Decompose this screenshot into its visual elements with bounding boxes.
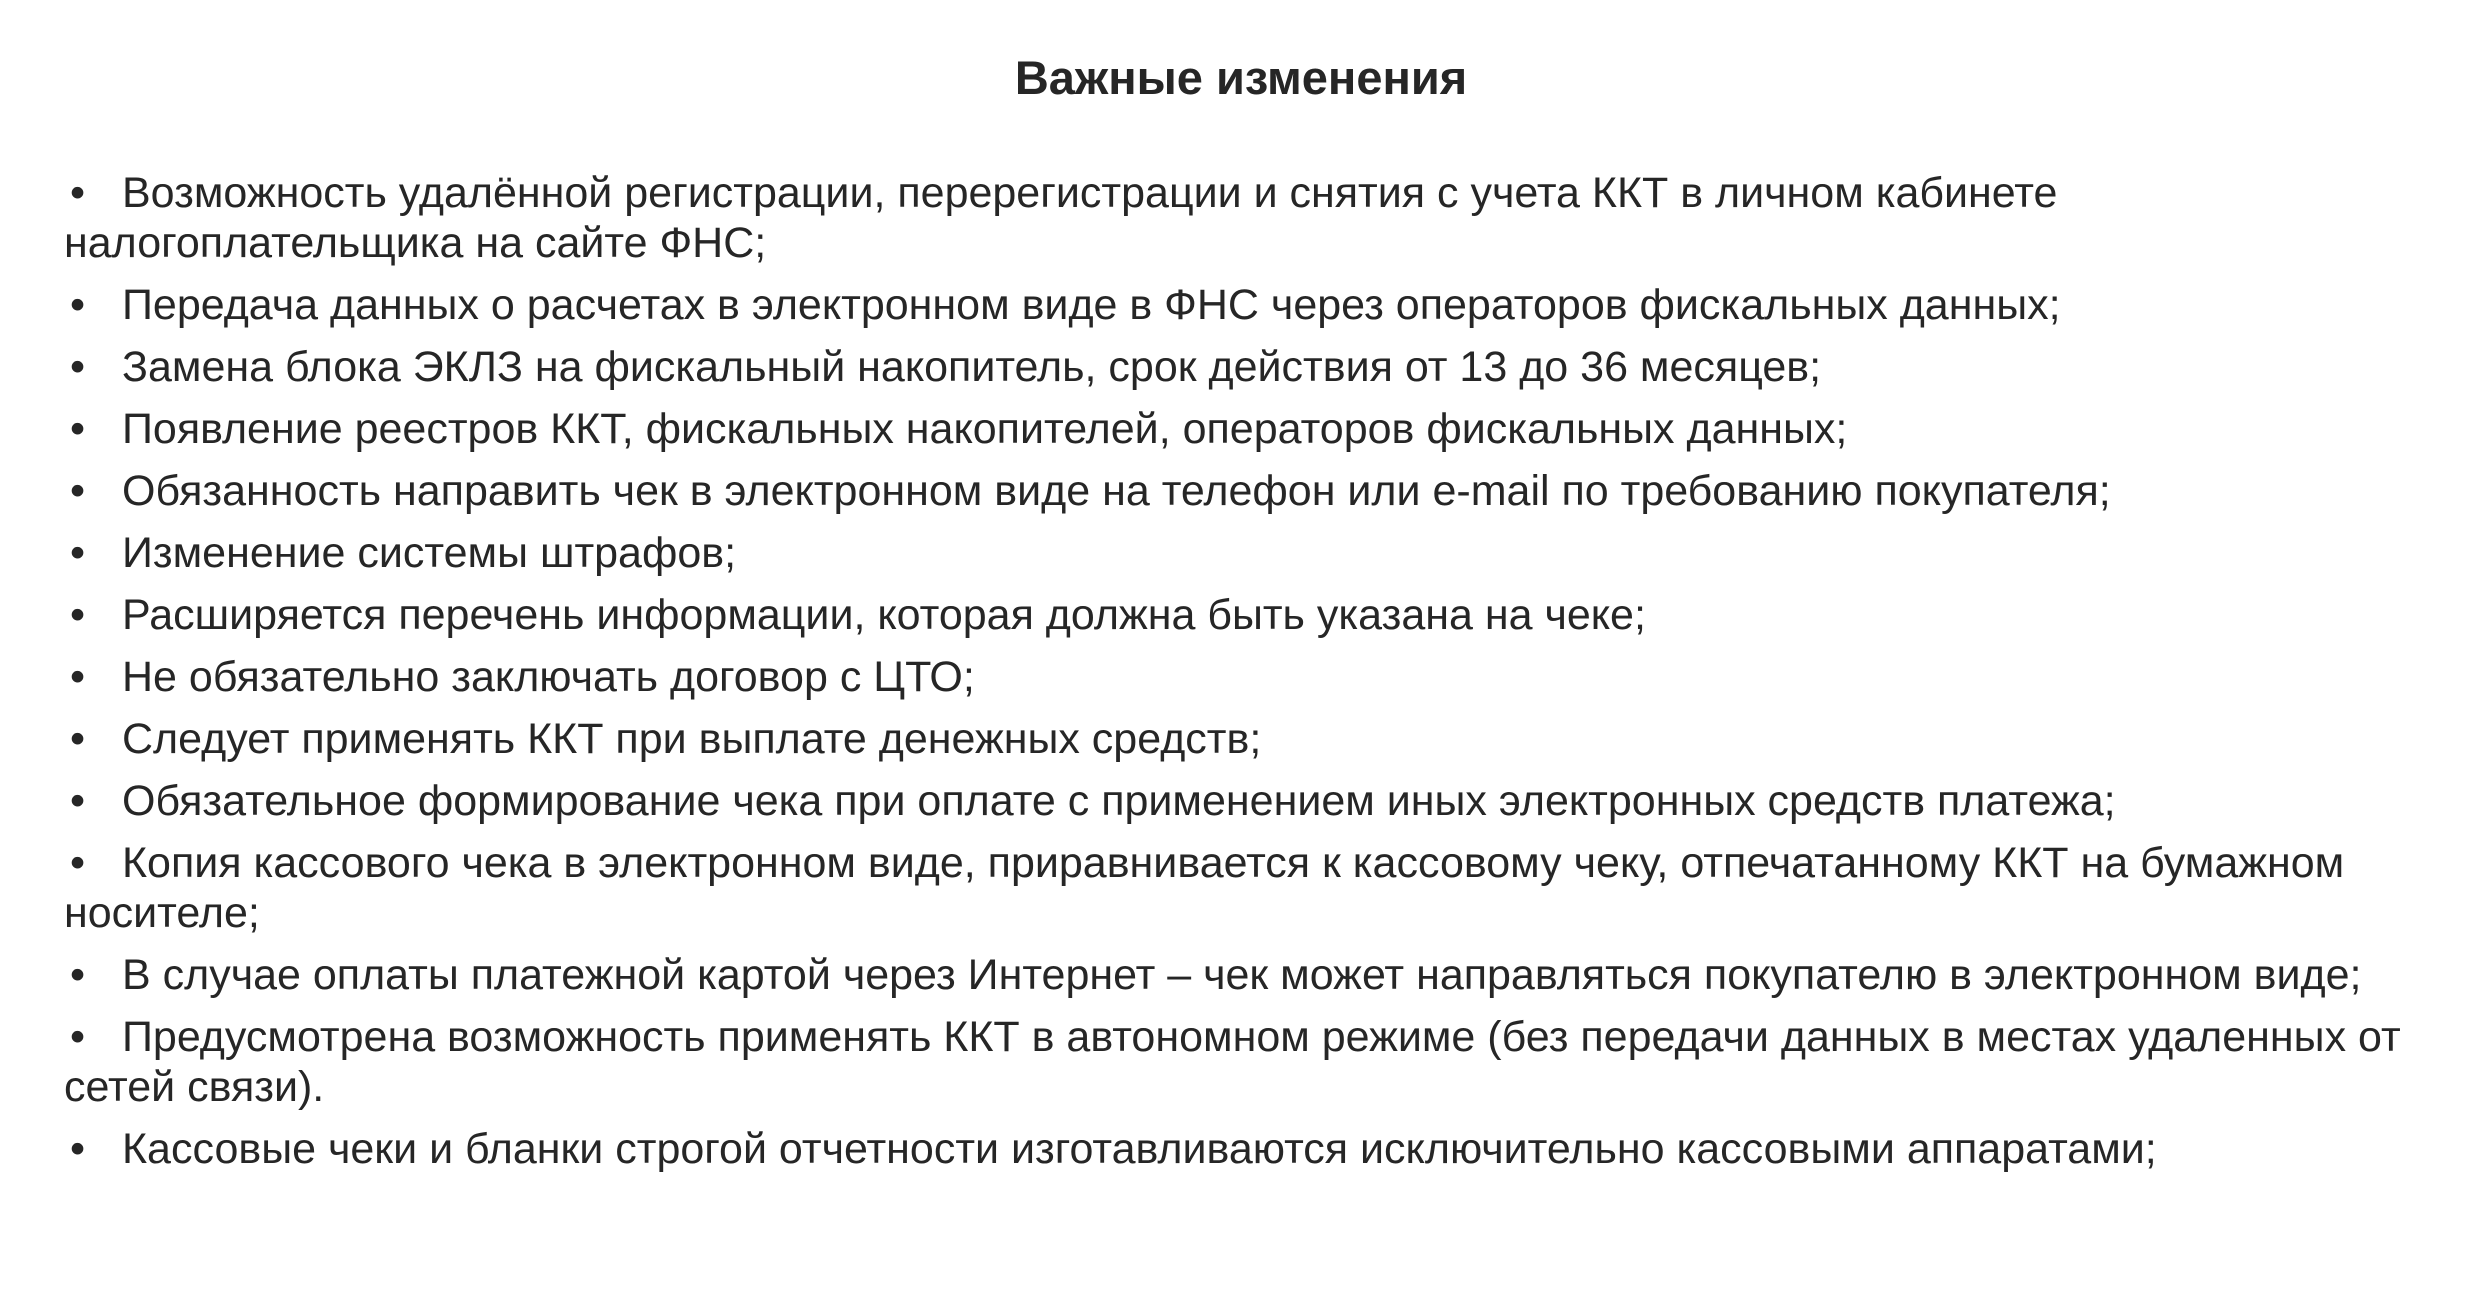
list-item-text: Кассовые чеки и бланки строгой отчетности изготавливаются исключительно кассовыми аппаратами; [122, 1125, 2157, 1173]
list-item-text: Не обязательно заключать договор с ЦТО; [122, 653, 975, 701]
list-item [64, 466, 2434, 516]
bullet-icon: • [70, 715, 86, 763]
bullet-icon: • [70, 281, 86, 329]
bullet-icon: • [70, 343, 86, 391]
list-item [64, 528, 2434, 578]
list-item [64, 776, 2434, 826]
bullet-icon: • [70, 777, 86, 825]
list-item [64, 1012, 2434, 1112]
list-item-text: Изменение системы штрафов; [122, 529, 737, 577]
list-item [64, 404, 2434, 454]
list-item [64, 950, 2434, 1000]
bullet-icon: • [70, 1125, 86, 1173]
list-item-text: Передача данных о расчетах в электронном виде в ФНС через операторов фискальных данных; [122, 281, 2061, 329]
list-item-text: Копия кассового чека в электронном виде, приравнивается к кассовому чеку, отпечатанному ККТ на бумажном носителе; [64, 839, 2345, 937]
list-item [64, 652, 2434, 702]
list-item [64, 714, 2434, 764]
bullet-icon: • [70, 653, 86, 701]
bullet-icon: • [70, 529, 86, 577]
list-item [64, 342, 2434, 392]
list-item-text: Возможность удалённой регистрации, перерегистрации и снятия с учета ККТ в личном кабинете налогоплательщика на сайте ФНС; [64, 169, 2058, 267]
list-item [64, 590, 2434, 640]
bullet-icon: • [70, 839, 86, 887]
bullet-icon: • [70, 591, 86, 639]
list-item [64, 1124, 2434, 1174]
list-item [64, 168, 2434, 268]
list-item-text: Расширяется перечень информации, которая должна быть указана на чеке; [122, 591, 1646, 639]
list-item-text: Обязательное формирование чека при оплате с применением иных электронных средств платежа; [122, 777, 2116, 825]
bullet-icon: • [70, 951, 86, 999]
list-item [64, 838, 2434, 938]
list-item [64, 280, 2434, 330]
changes-list [64, 168, 2434, 1186]
bullet-icon: • [70, 169, 86, 217]
list-item-text: Замена блока ЭКЛЗ на фискальный накопитель, срок действия от 13 до 36 месяцев; [122, 343, 1822, 391]
list-item-text: В случае оплаты платежной картой через Интернет – чек может направляться покупателю в электронном виде; [122, 951, 2362, 999]
page-title: Важные изменения [1014, 51, 1468, 104]
bullet-icon: • [70, 405, 86, 453]
list-item-text: Предусмотрена возможность применять ККТ в автономном режиме (без передачи данных в местах удаленных от сетей связи). [64, 1013, 2401, 1111]
list-item-text: Следует применять ККТ при выплате денежных средств; [122, 715, 1262, 763]
list-item-text: Обязанность направить чек в электронном виде на телефон или e-mail по требованию покупателя; [122, 467, 2111, 515]
list-item-text: Появление реестров ККТ, фискальных накопителей, операторов фискальных данных; [122, 405, 1848, 453]
bullet-icon: • [70, 1013, 86, 1061]
bullet-icon: • [70, 467, 86, 515]
